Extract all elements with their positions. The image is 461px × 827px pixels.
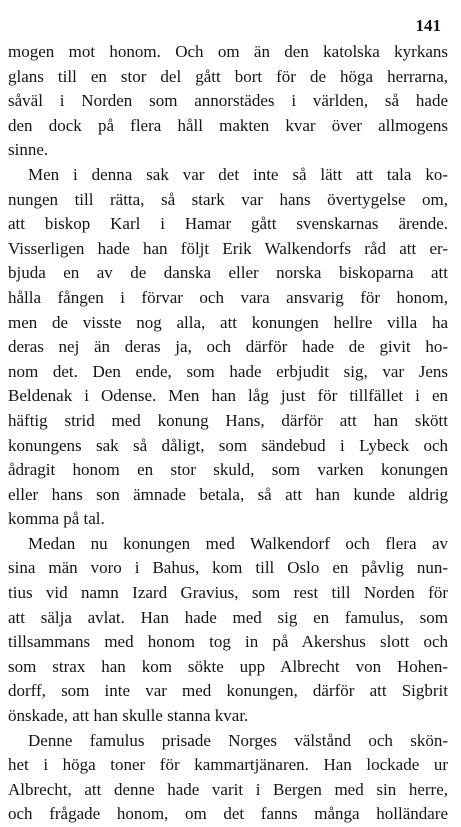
text-line: Beldenak i Odense. Men han låg just för tillfället i en	[8, 386, 448, 406]
text-line: ådragit honom en stor skuld, som varken konungen	[8, 460, 448, 480]
text-line: nom det. Den ende, som hade erbjudit sig, var Jens	[8, 361, 448, 381]
text-line: sinne.	[8, 140, 49, 160]
text-line: konungens sak så dåligt, som sändebud i Lybeck och	[8, 435, 448, 455]
text-line: att biskop Karl i Hamar gått svenskarnas ärende.	[8, 214, 448, 234]
text-line: häftig strid med konung Hans, därför att han skött	[8, 410, 448, 430]
body-text	[8, 40, 448, 827]
text-line: Albrecht, att denne hade varit i Bergen med sin herre,	[8, 779, 448, 799]
text-line: och frågade honom, om det fanns många holländare	[8, 804, 448, 824]
text-line: komma på tal.	[8, 509, 105, 529]
text-line: Visserligen hade han följt Erik Walkendorfs råd att er-	[8, 238, 448, 258]
text-line: den dock på flera håll makten kvar över allmogens	[8, 115, 448, 135]
text-line: eller hans son ämnade betala, så att han kunde aldrig	[8, 484, 448, 504]
text-line: men de visste nog alla, att konungen hellre villa ha	[8, 312, 448, 332]
text-line: tillsammans med honom tog in på Akershus slott och	[8, 632, 448, 652]
text-line: glans till en stor del gått bort för de höga herrarna,	[8, 66, 448, 86]
text-line: sina män voro i Bahus, kom till Oslo en påvlig nun-	[8, 558, 448, 578]
text-line: dorff, som inte var med konungen, därför att Sigbrit	[8, 681, 448, 701]
text-line: mogen mot honom. Och om än den katolska kyrkans	[8, 42, 448, 61]
text-line: att sälja avlat. Han hade med sig en famulus, som	[8, 607, 448, 627]
text-line: hålla fången i förvar och vara ansvarig för honom,	[8, 287, 448, 307]
text-line: som strax han kom sökte upp Albrecht von Hohen-	[8, 656, 448, 676]
text-line: såväl i Norden som annorstädes i världen, så hade	[8, 91, 448, 111]
page-number: 141	[415, 16, 441, 35]
text-line: tius vid namn Izard Gravius, som rest till Norden för	[8, 583, 448, 603]
text-line: Men i denna sak var det inte så lätt att tala ko-	[28, 164, 448, 184]
text-line: bjuda en av de danska eller norska biskoparna att	[8, 263, 448, 283]
text-line: deras nej än deras ja, och därför hade de givit ho-	[8, 337, 448, 357]
text-line: Medan nu konungen med Walkendorf och flera av	[28, 533, 448, 553]
text-line: Denne famulus prisade Norges välstånd och skön-	[28, 730, 448, 750]
text-line: het i höga toner för kammartjänaren. Han lockade ur	[8, 755, 448, 775]
text-line: nungen till rätta, så stark var hans övertygelse om,	[8, 189, 448, 209]
text-line: önskade, att han skulle stanna kvar.	[8, 706, 249, 726]
